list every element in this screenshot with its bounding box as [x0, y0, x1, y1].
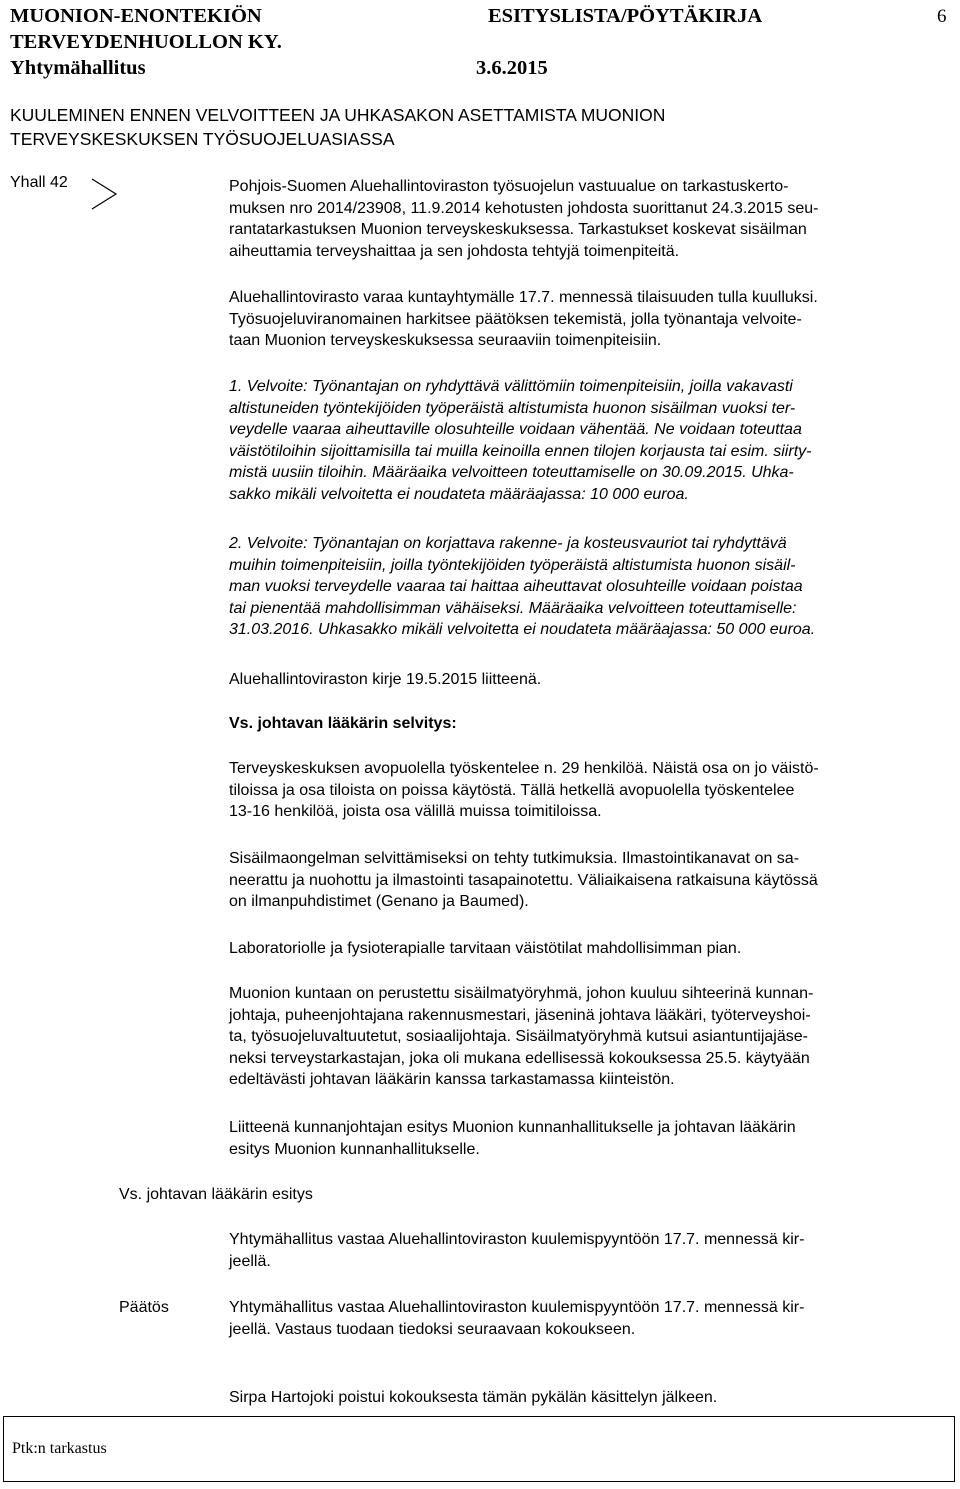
report-line: neksi terveystarkastajan, joka oli mukana edellisessä kokouksessa 25.5. käytyään	[229, 1049, 810, 1067]
decision-text	[229, 1297, 804, 1340]
notice-line: Aluehallintovirasto varaa kuntayhtymälle 17.7. mennessä tilaisuuden tulla kuulluksi.	[229, 289, 818, 306]
decision-note: Sirpa Hartojoki poistui kokouksesta tämän pykälän käsittelyn jälkeen.	[229, 1389, 718, 1406]
attachment-note: Aluehallintoviraston kirje 19.5.2015 liitteenä.	[229, 671, 542, 688]
org-name-line2: TERVEYDENHUOLLON KY.	[10, 31, 282, 53]
obligation-line: muihin toimenpiteisiin, joilla työntekijöiden työperäistä altistumista huonon sisäil-	[229, 556, 796, 574]
report-line: tiloissa ja osa tiloista on poissa käytöstä. Tällä hetkellä avopuolella työskentelee	[229, 781, 795, 799]
report-line: on ilmanpuhdistimet (Genano ja Baumed).	[229, 893, 529, 910]
intro-line: muksen nro 2014/23908, 11.9.2014 kehotusten johdosta suorittanut 24.3.2015 seu-	[229, 199, 819, 217]
org-name-line1: MUONION-ENONTEKIÖN	[10, 5, 262, 27]
avi-notice-paragraph	[229, 287, 818, 352]
report-line: neerattu ja nuohottu ja ilmastointi tasapainotettu. Väliaikaisena ratkaisuna käytössä	[229, 871, 818, 889]
obligation-2-paragraph	[229, 533, 815, 641]
report-line: esitys Muonion kunnanhallitukselle.	[229, 1140, 480, 1158]
intro-line: rantatarkastuksen Muonion terveyskeskuksessa. Tarkastukset koskevat sisäilman	[229, 221, 807, 238]
intro-paragraph	[229, 176, 818, 262]
report-line: Liitteenä kunnanjohtajan esitys Muonion kunnanhallitukselle ja johtavan lääkärin	[229, 1119, 796, 1136]
obligation-line: mistä uusiin tiloihin. Määräaika velvoitteen toteuttamiselle on 30.09.2015. Uhka-	[229, 464, 794, 481]
obligation-line: altistuneiden työntekijöiden työperäistä altistumista huonon sisäilman vuoksi ter-	[229, 399, 796, 417]
report-line: 13-16 henkilöä, joista osa välillä muissa toimitiloissa.	[229, 803, 602, 820]
proposal-text	[229, 1229, 804, 1272]
page-number: 6	[937, 6, 947, 27]
decision-label: Päätös	[119, 1299, 169, 1316]
report-paragraph-2	[229, 848, 818, 913]
notice-line: Työsuojeluviranomainen harkitsee päätöksen tekemistä, jolla työnantaja velvoite-	[229, 310, 802, 328]
obligation-line: man vuoksi terveydelle vaaraa tai haittaa aiheuttavat olosuhteille voidaan poistaa	[229, 578, 803, 595]
obligation-line: 1. Velvoite: Työnantajan on ryhdyttävä välittömiin toimenpiteisiin, joilla vakavasti	[229, 378, 793, 395]
document-type: ESITYSLISTA/PÖYTÄKIRJA	[488, 5, 763, 27]
report-paragraph-5	[229, 1117, 796, 1160]
obligation-1-paragraph	[229, 376, 811, 505]
report-line: Sisäilmaongelman selvittämiseksi on tehty tutkimuksia. Ilmastointikanavat on sa-	[229, 850, 800, 867]
minutes-check-box	[3, 1416, 955, 1482]
agenda-title-line1: KUULEMINEN ENNEN VELVOITTEEN JA UHKASAKON ASETTAMISTA MUONION	[10, 105, 666, 125]
agenda-title-line2: TERVEYSKESKUKSEN TYÖSUOJELUASIASSA	[10, 129, 395, 149]
obligation-line: veydelle vaaraa aiheuttaville olosuhteille voidaan vähentää. Ne voidaan toteuttaa	[229, 421, 802, 438]
report-line: Muonion kuntaan on perustettu sisäilmatyöryhmä, johon kuuluu sihteerinä kunnan-	[229, 985, 814, 1002]
report-paragraph-3: Laboratoriolle ja fysioterapialle tarvitaan väistötilat mahdollisimman pian.	[229, 940, 742, 957]
minutes-check-label: Ptk:n tarkastus	[12, 1440, 107, 1457]
report-line: johtaja, puheenjohtajana rakennusmestari, jäseninä johtava lääkäri, työterveyshoi-	[229, 1006, 811, 1024]
obligation-line: väistötiloihin sijoittamisilla tai muilla keinoilla ennen tilojen korjausta tai esim. siirty-	[229, 442, 812, 460]
obligation-line: 2. Velvoite: Työnantajan on korjattava rakenne- ja kosteusvauriot tai ryhdyttävä	[229, 535, 787, 552]
section-reference: Yhall 42	[10, 174, 68, 191]
proposal-line: Yhtymähallitus vastaa Aluehallintoviraston kuulemispyyntöön 17.7. mennessä kir-	[229, 1231, 805, 1248]
decision-line: jeellä. Vastaus tuodaan tiedoksi seuraavaan kokoukseen.	[229, 1320, 636, 1338]
notice-line: taan Muonion terveyskeskuksessa seuraaviin toimenpiteisiin.	[229, 332, 662, 349]
indent-mark-icon	[90, 178, 120, 215]
obligation-line: sakko mikäli velvoitetta ei noudateta määräajassa: 10 000 euroa.	[229, 485, 689, 503]
obligation-line: 31.03.2016. Uhkasakko mikäli velvoitetta ei noudateta määräajassa: 50 000 euroa.	[229, 621, 816, 638]
report-paragraph-1	[229, 758, 819, 823]
board-name: Yhtymähallitus	[10, 57, 146, 79]
obligation-line: tai pienentää mahdollisimman vähäiseksi. Määräaika velvoitteen toteuttamiselle:	[229, 599, 797, 617]
intro-line: aiheuttamia terveyshaittaa ja sen johdosta tehtyjä toimenpiteitä.	[229, 242, 680, 260]
report-line: ta, työsuojeluvaltuutetut, sosiaalijohtaja. Sisäilmatyöryhmä kutsui asiantuntijajäse-	[229, 1028, 808, 1045]
report-paragraph-4	[229, 983, 813, 1091]
proposal-label: Vs. johtavan lääkärin esitys	[119, 1186, 313, 1203]
report-heading: Vs. johtavan lääkärin selvitys:	[229, 715, 457, 732]
report-line: edeltävästi johtavan lääkärin kanssa tarkastamassa kiinteistön.	[229, 1071, 675, 1088]
decision-line: Yhtymähallitus vastaa Aluehallintoviraston kuulemispyyntöön 17.7. mennessä kir-	[229, 1299, 805, 1316]
meeting-date: 3.6.2015	[476, 57, 548, 79]
report-line: Terveyskeskuksen avopuolella työskentelee n. 29 henkilöä. Näistä osa on jo väistö-	[229, 760, 819, 777]
intro-line: Pohjois-Suomen Aluehallintoviraston työsuojelun vastuualue on tarkastuskerto-	[229, 178, 789, 195]
proposal-line: jeellä.	[229, 1252, 271, 1270]
